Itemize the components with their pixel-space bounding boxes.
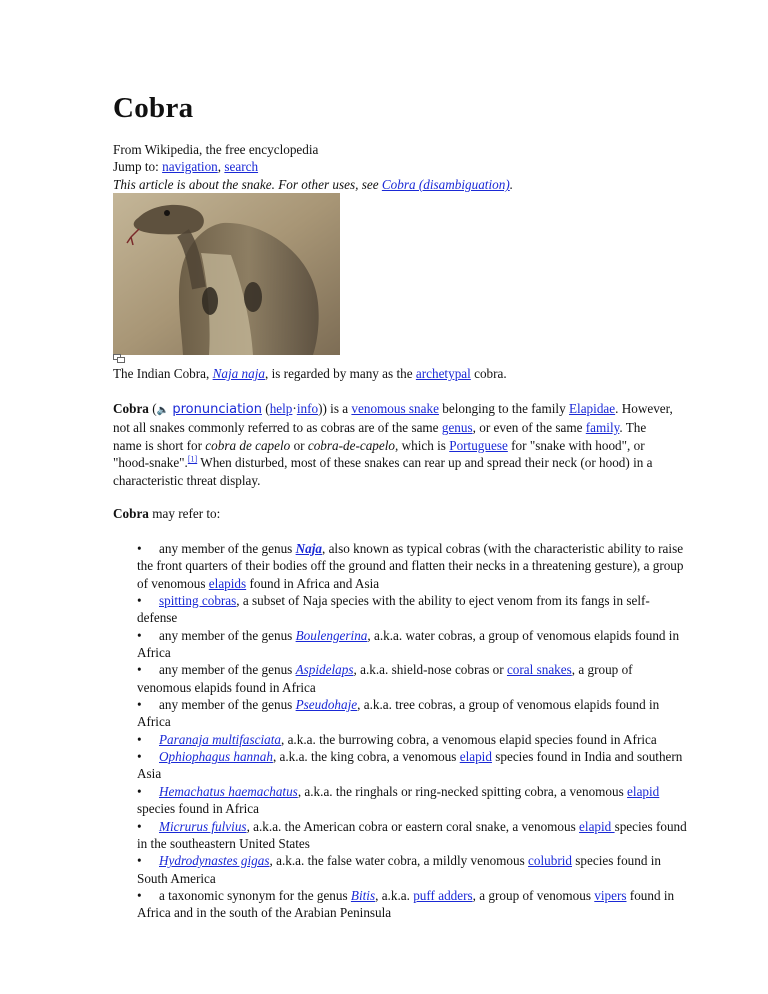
item-text: found in Africa and in the south of the Arabian Peninsula bbox=[137, 887, 675, 921]
intro-t6: or bbox=[290, 437, 308, 453]
intro-open: ( bbox=[148, 401, 157, 416]
item-text: , a.k.a. bbox=[375, 887, 414, 903]
hatnote-end: . bbox=[509, 177, 514, 192]
intro-t9: When disturbed, most of these snakes can rear up and spread their neck (or hood) in a characteristic threat display. bbox=[113, 455, 653, 488]
disambiguation-link[interactable]: Cobra (disambiguation) bbox=[381, 177, 510, 192]
list-item bbox=[137, 661, 689, 696]
naja-naja-link[interactable]: Naja naja bbox=[212, 366, 265, 381]
elapid-link[interactable]: elapid bbox=[459, 749, 492, 765]
intro-italic-1: cobra de capelo bbox=[205, 437, 291, 453]
bullet: • bbox=[137, 627, 142, 643]
speaker-icon[interactable]: 🔈 bbox=[156, 405, 170, 416]
may-refer-line bbox=[113, 505, 220, 522]
page-title: Cobra bbox=[113, 92, 194, 124]
elapidae-link[interactable]: Elapidae bbox=[568, 401, 616, 416]
list-item bbox=[137, 731, 689, 748]
intro-bold: Cobra bbox=[113, 401, 149, 416]
bullet: • bbox=[137, 853, 142, 869]
item-text: any member of the genus bbox=[159, 662, 296, 678]
list-item bbox=[137, 852, 689, 887]
colubrid-link[interactable]: colubrid bbox=[528, 853, 572, 869]
item-text: any member of the genus bbox=[159, 627, 296, 643]
image-caption bbox=[113, 365, 507, 382]
intro-t4: , or even of the same bbox=[472, 420, 586, 436]
bullet: • bbox=[137, 749, 142, 765]
item-text: , a.k.a. the ringhals or ring-necked spitting cobra, a venomous bbox=[297, 783, 628, 799]
meanings-list bbox=[137, 540, 689, 922]
bullet: • bbox=[137, 662, 142, 678]
caption-text-2: , is regarded by many as the bbox=[265, 366, 416, 381]
intro-t8: for "snake with hood", or "hood-snake". bbox=[113, 437, 645, 471]
bullet: • bbox=[137, 887, 142, 903]
elapids-link[interactable]: elapids bbox=[208, 575, 247, 591]
pronunciation-link[interactable]: pronunciation bbox=[172, 402, 262, 417]
archetypal-link[interactable]: archetypal bbox=[415, 366, 471, 381]
vipers-link[interactable]: vipers bbox=[594, 887, 627, 903]
pseudohaje-link[interactable]: Pseudohaje bbox=[295, 697, 358, 713]
list-item bbox=[137, 748, 689, 783]
item-text: species found in the southeastern United States bbox=[137, 818, 687, 851]
naja-link[interactable]: Naja bbox=[295, 541, 322, 556]
item-text: , a.k.a. shield-nose cobras or bbox=[353, 662, 507, 678]
cobra-illustration bbox=[113, 193, 340, 355]
puff-adders-link[interactable]: puff adders bbox=[413, 887, 473, 903]
tagline: From Wikipedia, the free encyclopedia bbox=[113, 142, 319, 157]
item-text: any member of the genus bbox=[159, 697, 296, 713]
aspidelaps-link[interactable]: Aspidelaps bbox=[295, 662, 354, 678]
bullet: • bbox=[137, 818, 142, 834]
hatnote bbox=[113, 176, 513, 193]
bitis-link[interactable]: Bitis bbox=[350, 887, 376, 903]
may-refer-text: may refer to: bbox=[148, 506, 221, 521]
bullet: • bbox=[137, 731, 142, 747]
help-link[interactable]: help bbox=[269, 401, 293, 416]
item-text: , a.k.a. the burrowing cobra, a venomous elapid species found in Africa bbox=[280, 731, 657, 747]
item-text: , a group of venomous bbox=[472, 887, 595, 903]
may-refer-bold: Cobra bbox=[113, 506, 149, 521]
dot-sep: · bbox=[292, 401, 297, 416]
bullet: • bbox=[137, 697, 142, 713]
list-item bbox=[137, 783, 689, 818]
list-item bbox=[137, 696, 689, 731]
jump-links bbox=[113, 158, 258, 175]
caption-text-3: cobra. bbox=[470, 366, 507, 381]
item-text: , a group of venomous elapids found in Africa bbox=[137, 662, 633, 695]
item-text: species found in India and southern Asia bbox=[137, 749, 683, 782]
hatnote-text: This article is about the snake. For other uses, see bbox=[113, 177, 382, 192]
item-text: , a.k.a. the false water cobra, a mildly venomous bbox=[269, 853, 529, 869]
cobra-image[interactable] bbox=[113, 193, 340, 355]
caption-text: The Indian Cobra, bbox=[113, 366, 213, 381]
info-link[interactable]: info bbox=[296, 401, 319, 416]
intro-t2: belonging to the family bbox=[438, 401, 569, 416]
micrurus-link[interactable]: Micrurus fulvius bbox=[159, 818, 247, 834]
paranaja-link[interactable]: Paranaja multifasciata bbox=[159, 731, 281, 747]
list-item bbox=[137, 887, 689, 922]
elapid-link[interactable]: elapid bbox=[627, 783, 660, 799]
family-link[interactable]: family bbox=[585, 420, 620, 436]
item-text: , a.k.a. the American cobra or eastern coral snake, a venomous bbox=[246, 818, 580, 834]
list-item bbox=[137, 592, 689, 627]
list-item bbox=[137, 818, 689, 853]
item-text: a taxonomic synonym for the genus bbox=[159, 887, 351, 903]
paren-open: ( bbox=[261, 401, 270, 416]
venomous-snake-link[interactable]: venomous snake bbox=[351, 401, 439, 416]
jump-sep: , bbox=[217, 159, 225, 174]
magnify-icon[interactable] bbox=[113, 354, 125, 363]
bullet: • bbox=[137, 541, 142, 556]
ophiophagus-link[interactable]: Ophiophagus hannah bbox=[159, 749, 273, 765]
item-text: found in Africa and Asia bbox=[246, 575, 380, 591]
jump-navigation-link[interactable]: navigation bbox=[162, 159, 218, 174]
intro-italic-2: cobra-de-capelo bbox=[307, 437, 396, 453]
jump-prefix: Jump to: bbox=[113, 159, 163, 174]
boulengerina-link[interactable]: Boulengerina bbox=[295, 627, 368, 643]
item-text: , also known as typical cobras (with the characteristic ability to raise the front quarters of their bodies off the ground and flatten their necks in a threatening gesture), a group of venomous bbox=[137, 541, 684, 591]
intro-t5: . The name is short for bbox=[113, 420, 647, 453]
genus-link[interactable]: genus bbox=[441, 420, 473, 436]
intro-t3: . However, not all snakes commonly referred to as cobras are of the same bbox=[113, 401, 673, 436]
hydrodynastes-link[interactable]: Hydrodynastes gigas bbox=[159, 853, 270, 869]
bullet: • bbox=[137, 593, 142, 609]
spitting-cobras-link[interactable]: spitting cobras bbox=[159, 593, 237, 609]
list-item bbox=[137, 540, 689, 592]
reference-link[interactable]: [1] bbox=[187, 454, 198, 464]
intro-t1: is a bbox=[326, 401, 352, 416]
item-text: , a.k.a. tree cobras, a group of venomous elapids found in Africa bbox=[137, 697, 660, 730]
intro-paragraph bbox=[113, 400, 673, 489]
intro-t7: , which is bbox=[395, 437, 450, 453]
item-text: , a.k.a. water cobras, a group of venomous elapids found in Africa bbox=[137, 627, 680, 661]
item-text: species found in South America bbox=[137, 853, 661, 886]
item-text: any member of the genus bbox=[159, 541, 296, 556]
item-text: species found in Africa bbox=[137, 801, 259, 817]
coral-snakes-link[interactable]: coral snakes bbox=[506, 662, 572, 678]
bullet: • bbox=[137, 783, 142, 799]
portuguese-link[interactable]: Portuguese bbox=[449, 437, 508, 453]
item-text: , a.k.a. the king cobra, a venomous bbox=[272, 749, 460, 765]
paren-close: )) bbox=[318, 401, 327, 416]
item-text: , a subset of Naja species with the ability to eject venom from its fangs in self-defense bbox=[137, 593, 650, 626]
list-item bbox=[137, 627, 689, 662]
jump-search-link[interactable]: search bbox=[224, 159, 259, 174]
hemachatus-link[interactable]: Hemachatus haemachatus bbox=[159, 783, 298, 799]
elapid-link[interactable]: elapid bbox=[579, 818, 615, 834]
